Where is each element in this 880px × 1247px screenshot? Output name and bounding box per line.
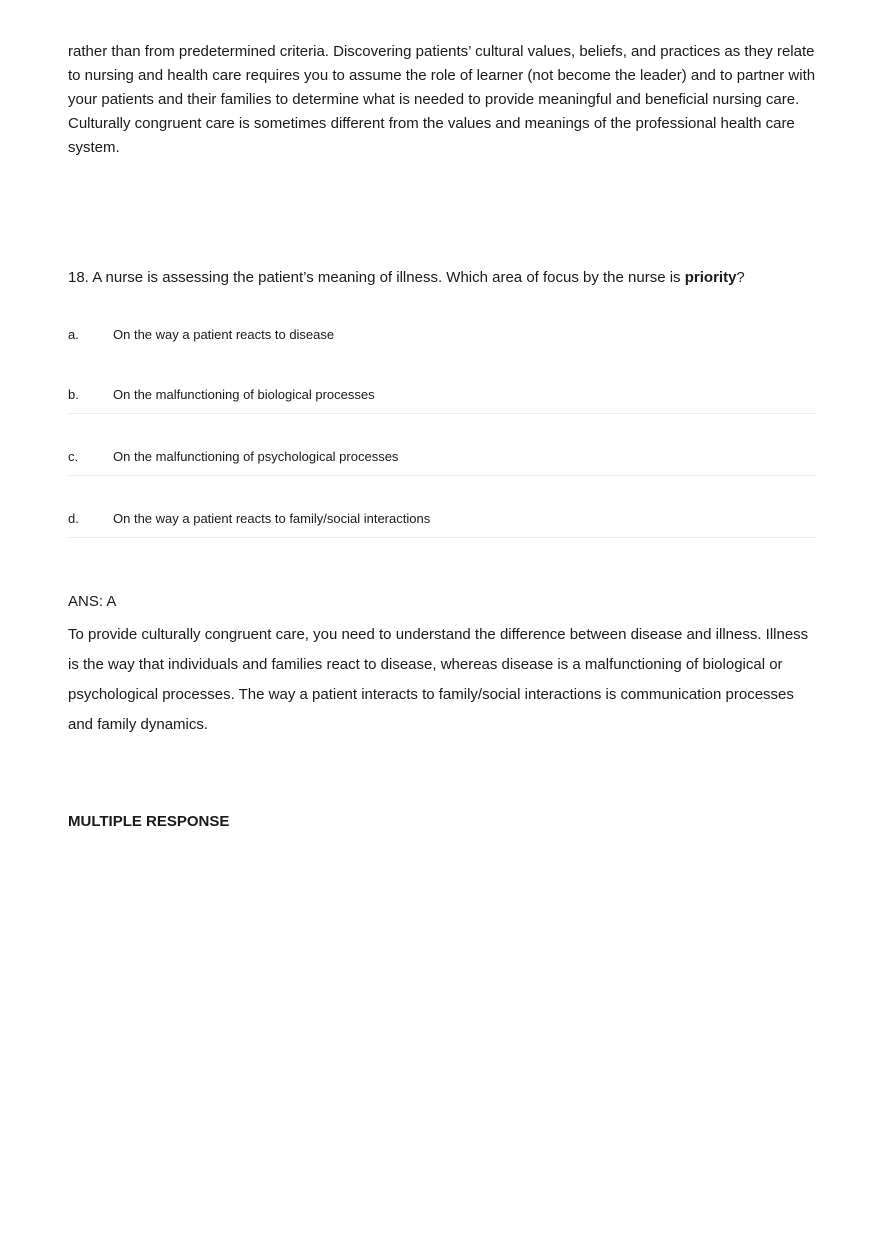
- question-emphasis: priority: [684, 269, 737, 286]
- option-text: On the way a patient reacts to family/social interactions: [113, 511, 431, 526]
- question-suffix: ?: [736, 269, 745, 286]
- option-letter: b.: [68, 387, 79, 402]
- question-stem: [68, 266, 818, 290]
- option-b: [68, 385, 816, 414]
- question-text: 18. A nurse is assessing the patient’s meaning of illness. Which area of focus by the nurse is: [68, 269, 685, 286]
- option-a: [68, 325, 816, 354]
- intro-paragraph: rather than from predetermined criteria. Discovering patients’ cultural values, beliefs, and practices as they relate to nursing and health care requires you to assume the role of learner (not become the leader) and to partner with your patients and their families to determine what is needed to provide meaningful and beneficial nursing care. Culturally congruent care is sometimes different from the values and meanings of the professional health care system.: [68, 43, 816, 156]
- option-text: On the malfunctioning of biological processes: [113, 387, 375, 402]
- option-d: [68, 509, 816, 538]
- answer-label: ANS: A: [68, 593, 117, 610]
- option-letter: c.: [68, 449, 79, 464]
- answer-rationale: To provide culturally congruent care, you need to understand the difference between disease and illness. Illness is the way that individuals and families react to disease, whereas disease is a malfunctioning of biological or psychological processes. The way a patient interacts to family/social interactions is communication processes and family dynamics.: [68, 626, 809, 733]
- option-c: [68, 447, 816, 476]
- option-letter: d.: [68, 511, 79, 526]
- option-text: On the way a patient reacts to disease: [113, 327, 335, 342]
- section-heading: MULTIPLE RESPONSE: [68, 813, 230, 830]
- option-letter: a.: [68, 327, 79, 342]
- option-text: On the malfunctioning of psychological processes: [113, 449, 399, 464]
